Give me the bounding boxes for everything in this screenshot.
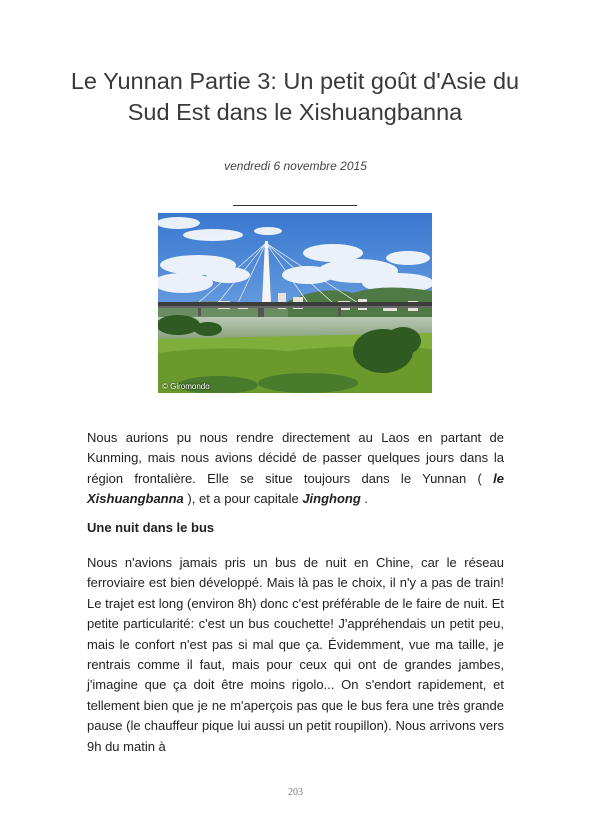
paragraph-intro-text-a: Nous aurions pu nous rendre directement au Laos en partant de Kunming, mais nous avions décidé de passer quelques jours dans la région frontalière. Elle se situe toujours dans le Yunnan ( xyxy=(87,430,504,486)
region-name: le Xishuangbanna xyxy=(87,470,504,507)
capital-name: Jinghong xyxy=(302,491,361,507)
photo-credit: © Giromondo xyxy=(162,382,210,391)
paragraph-intro xyxy=(87,428,504,510)
article-title: Le Yunnan Partie 3: Un petit goût d'Asie du Sud Est dans le Xishuangbanna xyxy=(70,68,520,125)
divider-line xyxy=(233,205,357,206)
paragraph-intro-text-b: ), et a pour capitale xyxy=(183,491,303,507)
paragraph-bus: Nous n'avions jamais pris un bus de nuit en Chine, car le réseau ferroviaire est bien développé. Mais là pas le choix, il n'y a pas de train! Le trajet est long (environ 8h) donc c'est préférable de le faire de nuit. Et petite particularité: c'est un bus couchette! J'appréhendais un petit peu, mais le confort n'est pas si mal que ça. Évidemment, vue ma taille, je rentrais comme il faut, mais pour ceux qui ont de grandes jambes, j'imagine que ça doit être moins rigolo... On s'endort rapidement, et tellement bien que je ne m'aperçois pas que le bus fera une très grande pause (le chauffeur pique lui aussi un petit roupillon). Nous arrivons vers 9h du matin à xyxy=(87,555,504,754)
page-number: 203 xyxy=(288,787,303,798)
bridge-photo xyxy=(158,213,432,393)
photo-illustration xyxy=(158,213,432,393)
section-heading: Une nuit dans le bus xyxy=(87,520,215,535)
paragraph-intro-text-c: . xyxy=(360,491,369,507)
article-date: vendredi 6 novembre 2015 xyxy=(224,159,367,173)
